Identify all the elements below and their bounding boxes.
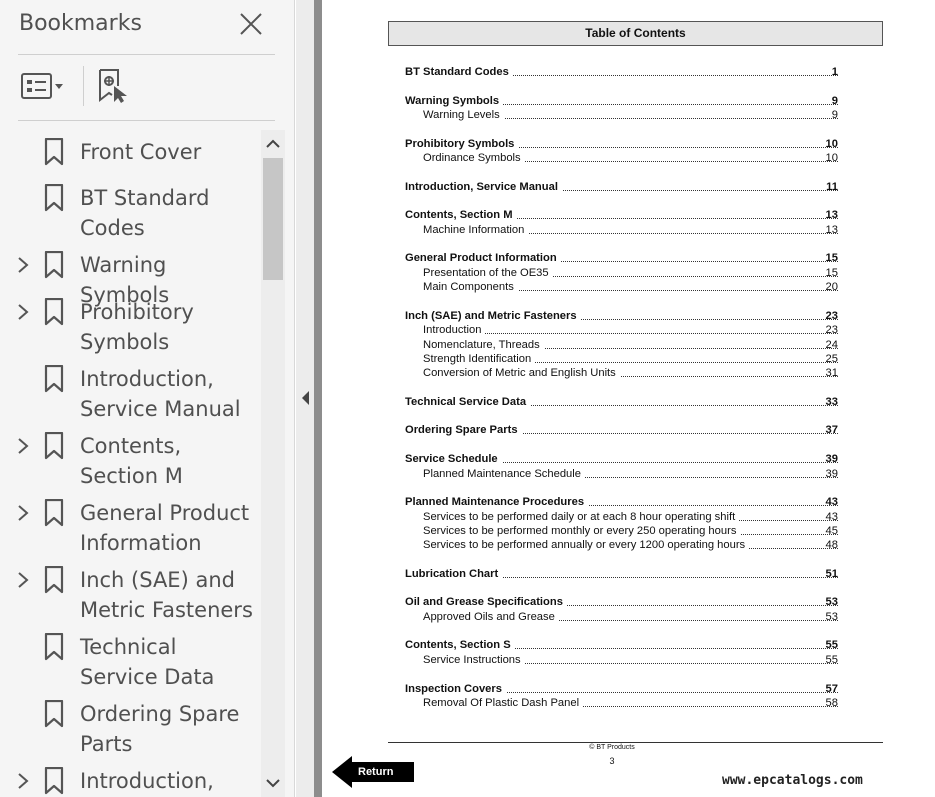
bookmark-icon — [44, 184, 64, 212]
bookmark-label: Prohibitory Symbols — [80, 300, 194, 354]
return-button[interactable] — [330, 754, 416, 790]
bookmark-icon — [44, 298, 64, 326]
toc-entry[interactable] — [405, 423, 838, 437]
toc-entry-page: 9 — [831, 109, 838, 121]
bookmark-label: Ordering Spare Parts — [80, 702, 240, 756]
toc-entry[interactable] — [423, 280, 838, 294]
scrollbar[interactable] — [261, 130, 285, 797]
toc-entry-page: 45 — [825, 525, 838, 537]
copyright-text: © BT Products — [589, 744, 635, 751]
splitter-bar — [314, 0, 322, 797]
toc-entry-page: 9 — [831, 95, 838, 107]
scroll-up-button[interactable] — [261, 130, 285, 156]
bookmark-label: Inch (SAE) and Metric Fasteners — [80, 568, 253, 622]
toc-entry-page: 51 — [825, 568, 838, 580]
bookmark-list — [0, 130, 260, 797]
toc-entry[interactable] — [423, 108, 838, 122]
toc-entry-page: 31 — [825, 367, 838, 379]
bookmarks-panel — [0, 0, 295, 797]
bookmark-icon — [44, 700, 64, 728]
close-icon — [236, 9, 266, 39]
toc-entry-page: 10 — [825, 138, 838, 150]
return-label: Return — [358, 766, 394, 778]
toc-entry-page: 53 — [825, 611, 838, 623]
toc-entry[interactable] — [405, 595, 838, 609]
bookmark-label: Introduction, — [80, 769, 214, 793]
toc-entry-title: Oil and Grease Specifications — [405, 596, 567, 608]
toc-entry-title: Inch (SAE) and Metric Fasteners — [405, 310, 581, 322]
toc-entry[interactable] — [423, 366, 838, 380]
toc-entry-title: BT Standard Codes — [405, 66, 513, 78]
bookmark-label: Warning Symbols — [80, 253, 170, 307]
options-list-icon — [20, 70, 68, 102]
toc-entry-title: Services to be performed monthly or every 250 operating hours — [423, 525, 740, 537]
bookmark-label: General Product Information — [80, 501, 250, 555]
expand-chevron-icon[interactable] — [13, 436, 33, 456]
bookmark-icon — [44, 251, 64, 279]
expand-chevron-icon[interactable] — [13, 771, 33, 791]
toc-entry[interactable] — [423, 610, 838, 624]
toc-entry-page: 37 — [825, 424, 838, 436]
new-bookmark-button[interactable] — [96, 68, 132, 104]
toc-entry[interactable] — [423, 352, 838, 366]
toc-entry-title: Services to be performed annually or every 1200 operating hours — [423, 539, 749, 551]
toc-entry-title: Introduction, Service Manual — [405, 181, 562, 193]
new-bookmark-icon — [96, 68, 132, 104]
toc-entry-page: 55 — [825, 639, 838, 651]
toc-entry-title: Strength Identification — [423, 353, 535, 365]
expand-chevron-icon[interactable] — [13, 255, 33, 275]
toc-entry-title: Introduction — [423, 324, 485, 336]
toc-entry-title: Removal Of Plastic Dash Panel — [423, 697, 583, 709]
bookmark-label: Technical Service Data — [80, 635, 215, 689]
toc-entry-title: Warning Symbols — [405, 95, 503, 107]
toc-entry[interactable] — [423, 266, 838, 280]
toc-entry[interactable] — [405, 495, 838, 509]
toc-entry[interactable] — [423, 323, 838, 337]
toolbar-divider — [83, 66, 84, 106]
toc-entry-title: Conversion of Metric and English Units — [423, 367, 620, 379]
toc-entry[interactable] — [405, 251, 838, 265]
toc-entry[interactable] — [405, 638, 838, 652]
toc-entry-page: 55 — [825, 654, 838, 666]
divider — [18, 120, 275, 121]
expand-chevron-icon[interactable] — [13, 503, 33, 523]
bookmark-icon — [44, 365, 64, 393]
toc-entry-page: 43 — [825, 496, 838, 508]
toc-entry-page: 25 — [825, 353, 838, 365]
toc-entry-page: 39 — [825, 453, 838, 465]
bookmark-icon — [44, 432, 64, 460]
bookmark-icon — [44, 633, 64, 661]
watermark-text: www.epcatalogs.com — [722, 773, 863, 788]
toc-entry[interactable] — [423, 338, 838, 352]
toc-entry-page: 43 — [825, 511, 838, 523]
toc-entry-page: 48 — [825, 539, 838, 551]
toc-entry-title: Planned Maintenance Schedule — [423, 468, 585, 480]
toc-entry-title: Planned Maintenance Procedures — [405, 496, 588, 508]
divider — [18, 54, 275, 55]
toc-entry-title: Contents, Section S — [405, 639, 515, 651]
toc-entry-page: 11 — [826, 181, 838, 193]
toc-entry-title: Service Schedule — [405, 453, 502, 465]
toc-entry-title: Prohibitory Symbols — [405, 138, 518, 150]
page-number: 3 — [609, 756, 615, 766]
chevron-up-icon — [261, 130, 285, 156]
bookmark-options-button[interactable] — [20, 70, 68, 102]
toc-entry-page: 58 — [825, 697, 838, 709]
bookmark-icon — [44, 566, 64, 594]
toc-entry-page: 23 — [825, 324, 838, 336]
expand-chevron-icon[interactable] — [13, 302, 33, 322]
toc-entry[interactable] — [423, 653, 838, 667]
toc-entry[interactable] — [423, 467, 838, 481]
toc-entry-title: Service Instructions — [423, 654, 525, 666]
toc-entry-page: 13 — [825, 209, 838, 221]
toc-entry[interactable] — [423, 151, 838, 165]
toc-entry-page: 24 — [825, 339, 838, 351]
toc-entry-title: Ordering Spare Parts — [405, 424, 522, 436]
toc-entry[interactable] — [423, 223, 838, 237]
toc-entry-title: Main Components — [423, 281, 518, 293]
toc-entry-page: 13 — [825, 224, 838, 236]
bookmark-label: Front Cover — [80, 140, 202, 164]
close-panel-button[interactable] — [236, 9, 266, 39]
panel-title: Bookmarks — [19, 11, 142, 36]
toc-entry[interactable] — [405, 208, 838, 222]
toc-entry[interactable] — [405, 395, 838, 409]
toc-entry-page: 20 — [825, 281, 838, 293]
bookmark-icon — [44, 499, 64, 527]
toc-entry-page: 39 — [825, 468, 838, 480]
toc-entry-page: 1 — [831, 66, 838, 78]
toc-entry-title: Inspection Covers — [405, 683, 506, 695]
bookmark-label: BT Standard Codes — [80, 186, 210, 240]
toc-entry-title: Approved Oils and Grease — [423, 611, 559, 623]
toc-entry-title: Lubrication Chart — [405, 568, 502, 580]
toc-entry-page: 23 — [825, 310, 838, 322]
footer-rule — [388, 742, 883, 743]
toc-entry[interactable] — [423, 524, 838, 538]
toc-entry-title: Presentation of the OE35 — [423, 267, 553, 279]
toc-entry-title: Ordinance Symbols — [423, 152, 525, 164]
bookmark-label: Contents, Section M — [80, 434, 183, 488]
toc-entry-page: 15 — [825, 252, 838, 264]
bookmark-icon — [44, 138, 64, 166]
dot-leader — [423, 333, 838, 334]
scroll-thumb[interactable] — [263, 158, 283, 280]
expand-chevron-icon[interactable] — [13, 570, 33, 590]
document-page — [322, 0, 935, 797]
toc-entry-title: Warning Levels — [423, 109, 504, 121]
toc-entry-title: General Product Information — [405, 252, 561, 264]
collapse-panel-icon[interactable] — [300, 389, 310, 407]
toc-entry-title: Services to be performed daily or at each 8 hour operating shift — [423, 511, 739, 523]
toc-entry-title: Contents, Section M — [405, 209, 517, 221]
toc-entry[interactable] — [405, 309, 838, 323]
toc-title: Table of Contents — [388, 21, 883, 46]
toc-entry[interactable] — [405, 137, 838, 151]
toc-entry[interactable] — [405, 567, 838, 581]
toc-entry[interactable] — [423, 538, 838, 552]
toc-entry[interactable] — [405, 682, 838, 696]
toc-entry-title: Technical Service Data — [405, 396, 530, 408]
toc-entry[interactable] — [405, 180, 838, 194]
toc-entry-page: 57 — [825, 683, 838, 695]
toc-entry[interactable] — [405, 65, 838, 79]
bookmark-icon — [44, 767, 64, 795]
toc-entry[interactable] — [405, 452, 838, 466]
chevron-down-icon — [261, 771, 285, 797]
toc-entry-page: 53 — [825, 596, 838, 608]
toc-entry[interactable] — [423, 696, 838, 710]
toc-entry[interactable] — [405, 94, 838, 108]
toc-entry-page: 15 — [825, 267, 838, 279]
toc-entry-title: Nomenclature, Threads — [423, 339, 544, 351]
toc-entry-page: 10 — [825, 152, 838, 164]
bookmark-label: Introduction, Service Manual — [80, 367, 241, 421]
toc-entry-page: 33 — [825, 396, 838, 408]
toc-entry-title: Machine Information — [423, 224, 528, 236]
scroll-down-button[interactable] — [261, 771, 285, 797]
toc-entry[interactable] — [423, 510, 838, 524]
